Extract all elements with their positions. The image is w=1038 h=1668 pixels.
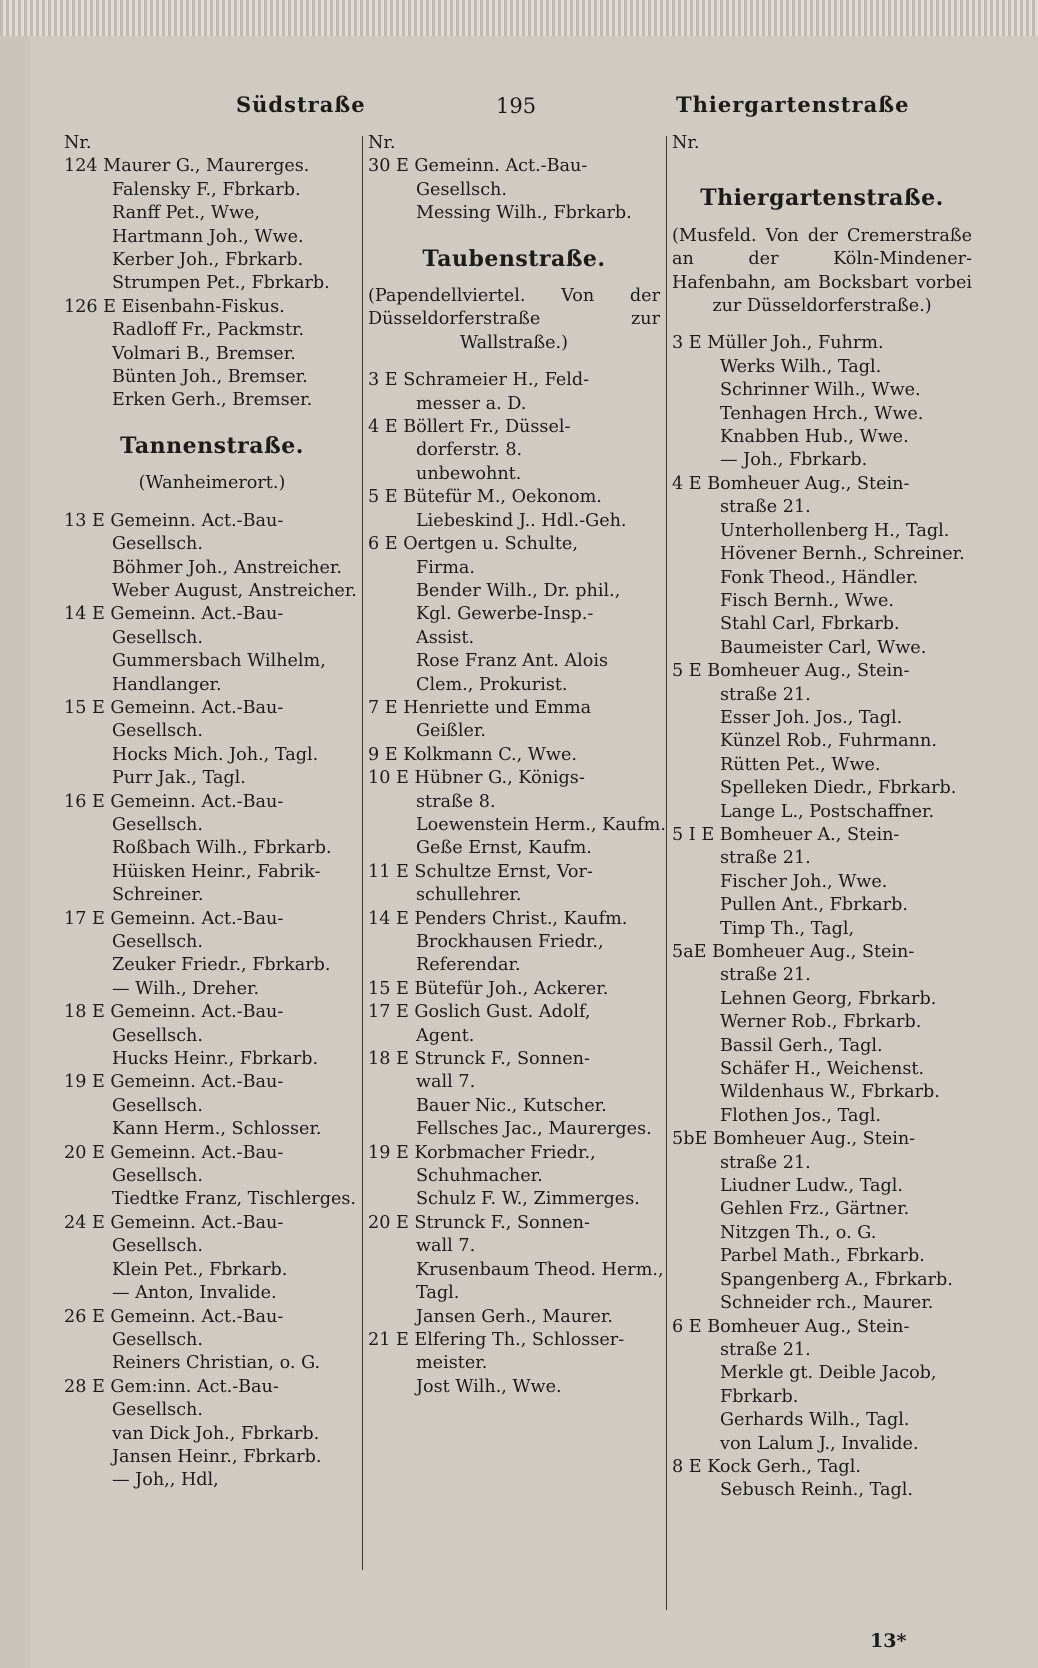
house-entry: 13 E Gemeinn. Act.-Bau- — [64, 510, 284, 531]
street-heading: Tannenstraße. — [120, 432, 304, 459]
column-rule — [666, 136, 667, 1610]
resident-entry: unbewohnt. — [416, 463, 522, 484]
resident-entry: Lehnen Georg, Fbrkarb. — [720, 988, 937, 1009]
resident-entry: Bender Wilh., Dr. phil., — [416, 580, 621, 601]
resident-entry: Firma. — [416, 557, 476, 578]
resident-entry: Gesellsch. — [112, 534, 203, 555]
column-3 — [672, 132, 972, 1503]
resident-entry: straße 21. — [720, 1339, 811, 1360]
resident-entry: Werner Rob., Fbrkarb. — [720, 1012, 922, 1033]
resident-entry: Hüisken Heinr., Fabrik- — [112, 861, 321, 882]
resident-entry: Spangenberg A., Fbrkarb. — [720, 1269, 953, 1290]
resident-entry: Schrinner Wilh., Wwe. — [720, 380, 921, 401]
resident-entry: Handlanger. — [112, 674, 222, 695]
house-entry: 126 E Eisenbahn-Fiskus. — [64, 296, 285, 317]
resident-entry: Parbel Math., Fbrkarb. — [720, 1246, 925, 1267]
resident-entry: Gerhards Wilh., Tagl. — [720, 1410, 910, 1431]
resident-entry: Knabben Hub., Wwe. — [720, 427, 909, 448]
resident-entry: Kann Herm., Schlosser. — [112, 1119, 322, 1140]
house-entry: 5 E Bomheuer Aug., Stein- — [672, 661, 910, 682]
street-heading: Thiergartenstraße. — [700, 185, 944, 212]
street-note: (Papendellviertel. Von der Düsseldorferstraße zur Wallstraße.) — [368, 286, 660, 353]
resident-entry: Weber August, Anstreicher. — [112, 580, 357, 601]
resident-entry: Tagl. — [416, 1283, 460, 1304]
page-edge — [0, 0, 1038, 36]
resident-entry: Schulz F. W., Zimmerges. — [416, 1189, 640, 1210]
resident-entry: Wildenhaus W., Fbrkarb. — [720, 1082, 940, 1103]
resident-entry: Bünten Joh., Bremser. — [112, 367, 308, 388]
resident-entry: Kerber Joh., Fbrkarb. — [112, 250, 304, 271]
resident-entry: Gesellsch. — [112, 1236, 203, 1257]
nr-label: Nr. — [672, 133, 700, 153]
resident-entry: wall 7. — [416, 1072, 476, 1093]
column-rule — [362, 136, 363, 1570]
resident-entry: — Joh,, Hdl, — [112, 1470, 219, 1491]
resident-entry: Werks Wilh., Tagl. — [720, 356, 882, 377]
resident-entry: Reiners Christian, o. G. — [112, 1353, 321, 1374]
running-head-left: Südstraße — [236, 92, 366, 117]
house-entry: 9 E Kolkmann C., Wwe. — [368, 744, 577, 765]
resident-entry: Timp Th., Tagl, — [720, 918, 855, 939]
house-entry: 5 E Bütefür M., Oekonom. — [368, 487, 602, 508]
signature-mark: 13* — [870, 1630, 907, 1652]
resident-entry: straße 8. — [416, 791, 496, 812]
resident-entry: Gummersbach Wilhelm, — [112, 651, 326, 672]
resident-entry: Merkle gt. Deible Jacob, — [720, 1363, 937, 1384]
resident-entry: Fellsches Jac., Maurerges. — [416, 1119, 652, 1140]
resident-entry: — Anton, Invalide. — [112, 1283, 277, 1304]
resident-entry: Hövener Bernh., Schreiner. — [720, 544, 965, 565]
resident-entry: Schneider rch., Maurer. — [720, 1293, 934, 1314]
resident-entry: Fbrkarb. — [720, 1386, 799, 1407]
resident-entry: Bassil Gerh., Tagl. — [720, 1035, 883, 1056]
resident-entry: Gesellsch. — [416, 179, 507, 200]
resident-entry: Baumeister Carl, Wwe. — [720, 637, 927, 658]
nr-label: Nr. — [64, 133, 92, 153]
house-entry: 124 Maurer G., Maurerges. — [64, 156, 310, 177]
resident-entry: Krusenbaum Theod. Herm., — [416, 1259, 664, 1280]
resident-entry: Messing Wilh., Fbrkarb. — [416, 203, 632, 224]
resident-entry: Assist. — [416, 627, 475, 648]
resident-entry: Pullen Ant., Fbrkarb. — [720, 895, 908, 916]
resident-entry: Böhmer Joh., Anstreicher. — [112, 557, 342, 578]
house-entry: 8 E Kock Gerh., Tagl. — [672, 1456, 861, 1477]
resident-entry: Kgl. Gewerbe-Insp.- — [416, 604, 594, 625]
resident-entry: Zeuker Friedr., Fbrkarb. — [112, 955, 331, 976]
house-entry: 15 E Gemeinn. Act.-Bau- — [64, 697, 284, 718]
running-head-right: Thiergartenstraße — [676, 92, 910, 117]
resident-entry: Rose Franz Ant. Alois — [416, 651, 609, 672]
resident-entry: dorferstr. 8. — [416, 440, 523, 461]
resident-entry: Flothen Jos., Tagl. — [720, 1105, 881, 1126]
house-entry: 14 E Penders Christ., Kaufm. — [368, 908, 628, 929]
house-entry: 30 E Gemeinn. Act.-Bau- — [368, 156, 588, 177]
resident-entry: Liudner Ludw., Tagl. — [720, 1176, 904, 1197]
resident-entry: Volmari B., Bremser. — [112, 343, 296, 364]
resident-entry: Schuhmacher. — [416, 1166, 543, 1187]
house-entry: 17 E Goslich Gust. Adolf, — [368, 1002, 591, 1023]
resident-entry: Hucks Heinr., Fbrkarb. — [112, 1049, 319, 1070]
resident-entry: schullehrer. — [416, 885, 522, 906]
resident-entry: Ranff Pet., Wwe, — [112, 203, 261, 224]
house-entry: 24 E Gemeinn. Act.-Bau- — [64, 1212, 284, 1233]
resident-entry: Geße Ernst, Kaufm. — [416, 838, 592, 859]
resident-entry: Strumpen Pet., Fbrkarb. — [112, 273, 330, 294]
resident-entry: von Lalum J., Invalide. — [720, 1433, 919, 1454]
resident-entry: wall 7. — [416, 1236, 476, 1257]
resident-entry: Klein Pet., Fbrkarb. — [112, 1259, 288, 1280]
resident-entry: Geißler. — [416, 721, 486, 742]
house-entry: 5aE Bomheuer Aug., Stein- — [672, 942, 915, 962]
resident-entry: Sebusch Reinh., Tagl. — [720, 1480, 913, 1501]
resident-entry: van Dick Joh., Fbrkarb. — [112, 1423, 320, 1444]
house-entry: 3 E Schrameier H., Feld- — [368, 370, 590, 391]
resident-entry: Gesellsch. — [112, 627, 203, 648]
resident-entry: Brockhausen Friedr., — [416, 932, 604, 952]
house-entry: 14 E Gemeinn. Act.-Bau- — [64, 604, 284, 625]
house-entry: 18 E Strunck F., Sonnen- — [368, 1049, 590, 1070]
resident-entry: — Wilh., Dreher. — [112, 978, 260, 999]
resident-entry: messer a. D. — [416, 393, 527, 414]
resident-entry: Künzel Rob., Fuhrmann. — [720, 731, 937, 752]
resident-entry: straße 21. — [720, 848, 811, 869]
entry-list — [64, 510, 360, 1493]
resident-entry: Esser Joh. Jos., Tagl. — [720, 707, 903, 728]
house-entry: 4 E Bomheuer Aug., Stein- — [672, 473, 910, 494]
house-entry: 3 E Müller Joh., Fuhrm. — [672, 333, 884, 354]
resident-entry: — Joh., Fbrkarb. — [720, 450, 868, 471]
street-note: (Wanheimerort.) — [138, 473, 286, 494]
resident-entry: Gesellsch. — [112, 1329, 203, 1350]
house-entry: 19 E Gemeinn. Act.-Bau- — [64, 1072, 284, 1093]
house-entry: 26 E Gemeinn. Act.-Bau- — [64, 1306, 284, 1327]
resident-entry: Fonk Theod., Händler. — [720, 567, 919, 588]
resident-entry: Jost Wilh., Wwe. — [416, 1376, 562, 1397]
resident-entry: Agent. — [416, 1025, 475, 1046]
resident-entry: Bauer Nic., Kutscher. — [416, 1095, 607, 1116]
resident-entry: Gesellsch. — [112, 814, 203, 835]
street-note: (Musfeld. Von der Cremerstraße an der Köln-Mindener-Hafenbahn, am Bocksbart vorbei zur Düsseldorferstraße.) — [672, 225, 972, 317]
resident-entry: Jansen Gerh., Maurer. — [416, 1306, 613, 1327]
resident-entry: Nitzgen Th., o. G. — [720, 1222, 877, 1243]
house-entry: 15 E Bütefür Joh., Ackerer. — [368, 978, 609, 999]
resident-entry: straße 21. — [720, 965, 811, 986]
resident-entry: straße 21. — [720, 497, 811, 518]
column-1 — [64, 132, 360, 1493]
resident-entry: Lange L., Postschaffner. — [720, 801, 935, 822]
resident-entry: Schäfer H., Weichenst. — [720, 1059, 925, 1080]
resident-entry: Radloff Fr., Packmstr. — [112, 320, 305, 341]
resident-entry: Jansen Heinr., Fbrkarb. — [112, 1446, 322, 1467]
resident-entry: Gesellsch. — [112, 721, 203, 742]
house-entry: 5bE Bomheuer Aug., Stein- — [672, 1129, 916, 1150]
nr-label: Nr. — [368, 133, 396, 153]
resident-entry: Liebeskind J.. Hdl.-Geh. — [416, 510, 627, 531]
house-entry: 21 E Elfering Th., Schlosser- — [368, 1329, 625, 1350]
resident-entry: Referendar. — [416, 955, 521, 976]
house-entry: 7 E Henriette und Emma — [368, 697, 592, 718]
street-heading: Taubenstraße. — [422, 245, 606, 272]
resident-entry: Fisch Bernh., Wwe. — [720, 590, 894, 611]
house-entry: 28 E Gem:inn. Act.-Bau- — [64, 1376, 279, 1397]
house-entry: 11 E Schultze Ernst, Vor- — [368, 861, 593, 882]
resident-entry: Erken Gerh., Bremser. — [112, 390, 313, 411]
house-entry: 6 E Bomheuer Aug., Stein- — [672, 1316, 910, 1337]
resident-entry: Schreiner. — [112, 885, 204, 906]
resident-entry: Fischer Joh., Wwe. — [720, 871, 888, 892]
resident-entry: Stahl Carl, Fbrkarb. — [720, 614, 900, 635]
resident-entry: straße 21. — [720, 1152, 811, 1173]
house-entry: 5 I E Bomheuer A., Stein- — [672, 824, 900, 845]
resident-entry: Gesellsch. — [112, 1095, 203, 1116]
resident-entry: Unterhollenberg H., Tagl. — [720, 520, 950, 541]
entry-list — [368, 369, 666, 1399]
resident-entry: Falensky F., Fbrkarb. — [112, 179, 301, 200]
page-number: 195 — [496, 94, 537, 118]
entry-list — [64, 155, 360, 412]
resident-entry: Gesellsch. — [112, 1025, 203, 1046]
resident-entry: Clem., Prokurist. — [416, 674, 568, 695]
resident-entry: Tiedtke Franz, Tischlerges. — [112, 1189, 356, 1210]
resident-entry: Roßbach Wilh., Fbrkarb. — [112, 838, 332, 859]
house-entry: 16 E Gemeinn. Act.-Bau- — [64, 791, 284, 812]
resident-entry: Gesellsch. — [112, 932, 203, 952]
resident-entry: Tenhagen Hrch., Wwe. — [720, 403, 924, 424]
resident-entry: Gehlen Frz., Gärtner. — [720, 1199, 910, 1220]
house-entry: 20 E Strunck F., Sonnen- — [368, 1212, 590, 1233]
resident-entry: Purr Jak., Tagl. — [112, 768, 246, 789]
resident-entry: meister. — [416, 1353, 488, 1374]
resident-entry: Rütten Pet., Wwe. — [720, 754, 881, 775]
resident-entry: Hartmann Joh., Wwe. — [112, 226, 304, 247]
resident-entry: Spelleken Diedr., Fbrkarb. — [720, 778, 957, 799]
house-entry: 6 E Oertgen u. Schulte, — [368, 534, 578, 555]
house-entry: 17 E Gemeinn. Act.-Bau- — [64, 908, 284, 929]
resident-entry: Hocks Mich. Joh., Tagl. — [112, 744, 319, 765]
resident-entry: straße 21. — [720, 684, 811, 705]
house-entry: 4 E Böllert Fr., Düssel- — [368, 417, 571, 438]
house-entry: 18 E Gemeinn. Act.-Bau- — [64, 1002, 284, 1023]
entry-list — [368, 155, 660, 225]
house-entry: 10 E Hübner G., Königs- — [368, 768, 585, 789]
resident-entry: Loewenstein Herm., Kaufm. — [416, 814, 666, 835]
entry-list — [672, 332, 972, 1502]
house-entry: 20 E Gemeinn. Act.-Bau- — [64, 1142, 284, 1163]
resident-entry: Gesellsch. — [112, 1400, 203, 1421]
resident-entry: Gesellsch. — [112, 1166, 203, 1187]
house-entry: 19 E Korbmacher Friedr., — [368, 1142, 596, 1163]
column-2 — [368, 132, 666, 1399]
